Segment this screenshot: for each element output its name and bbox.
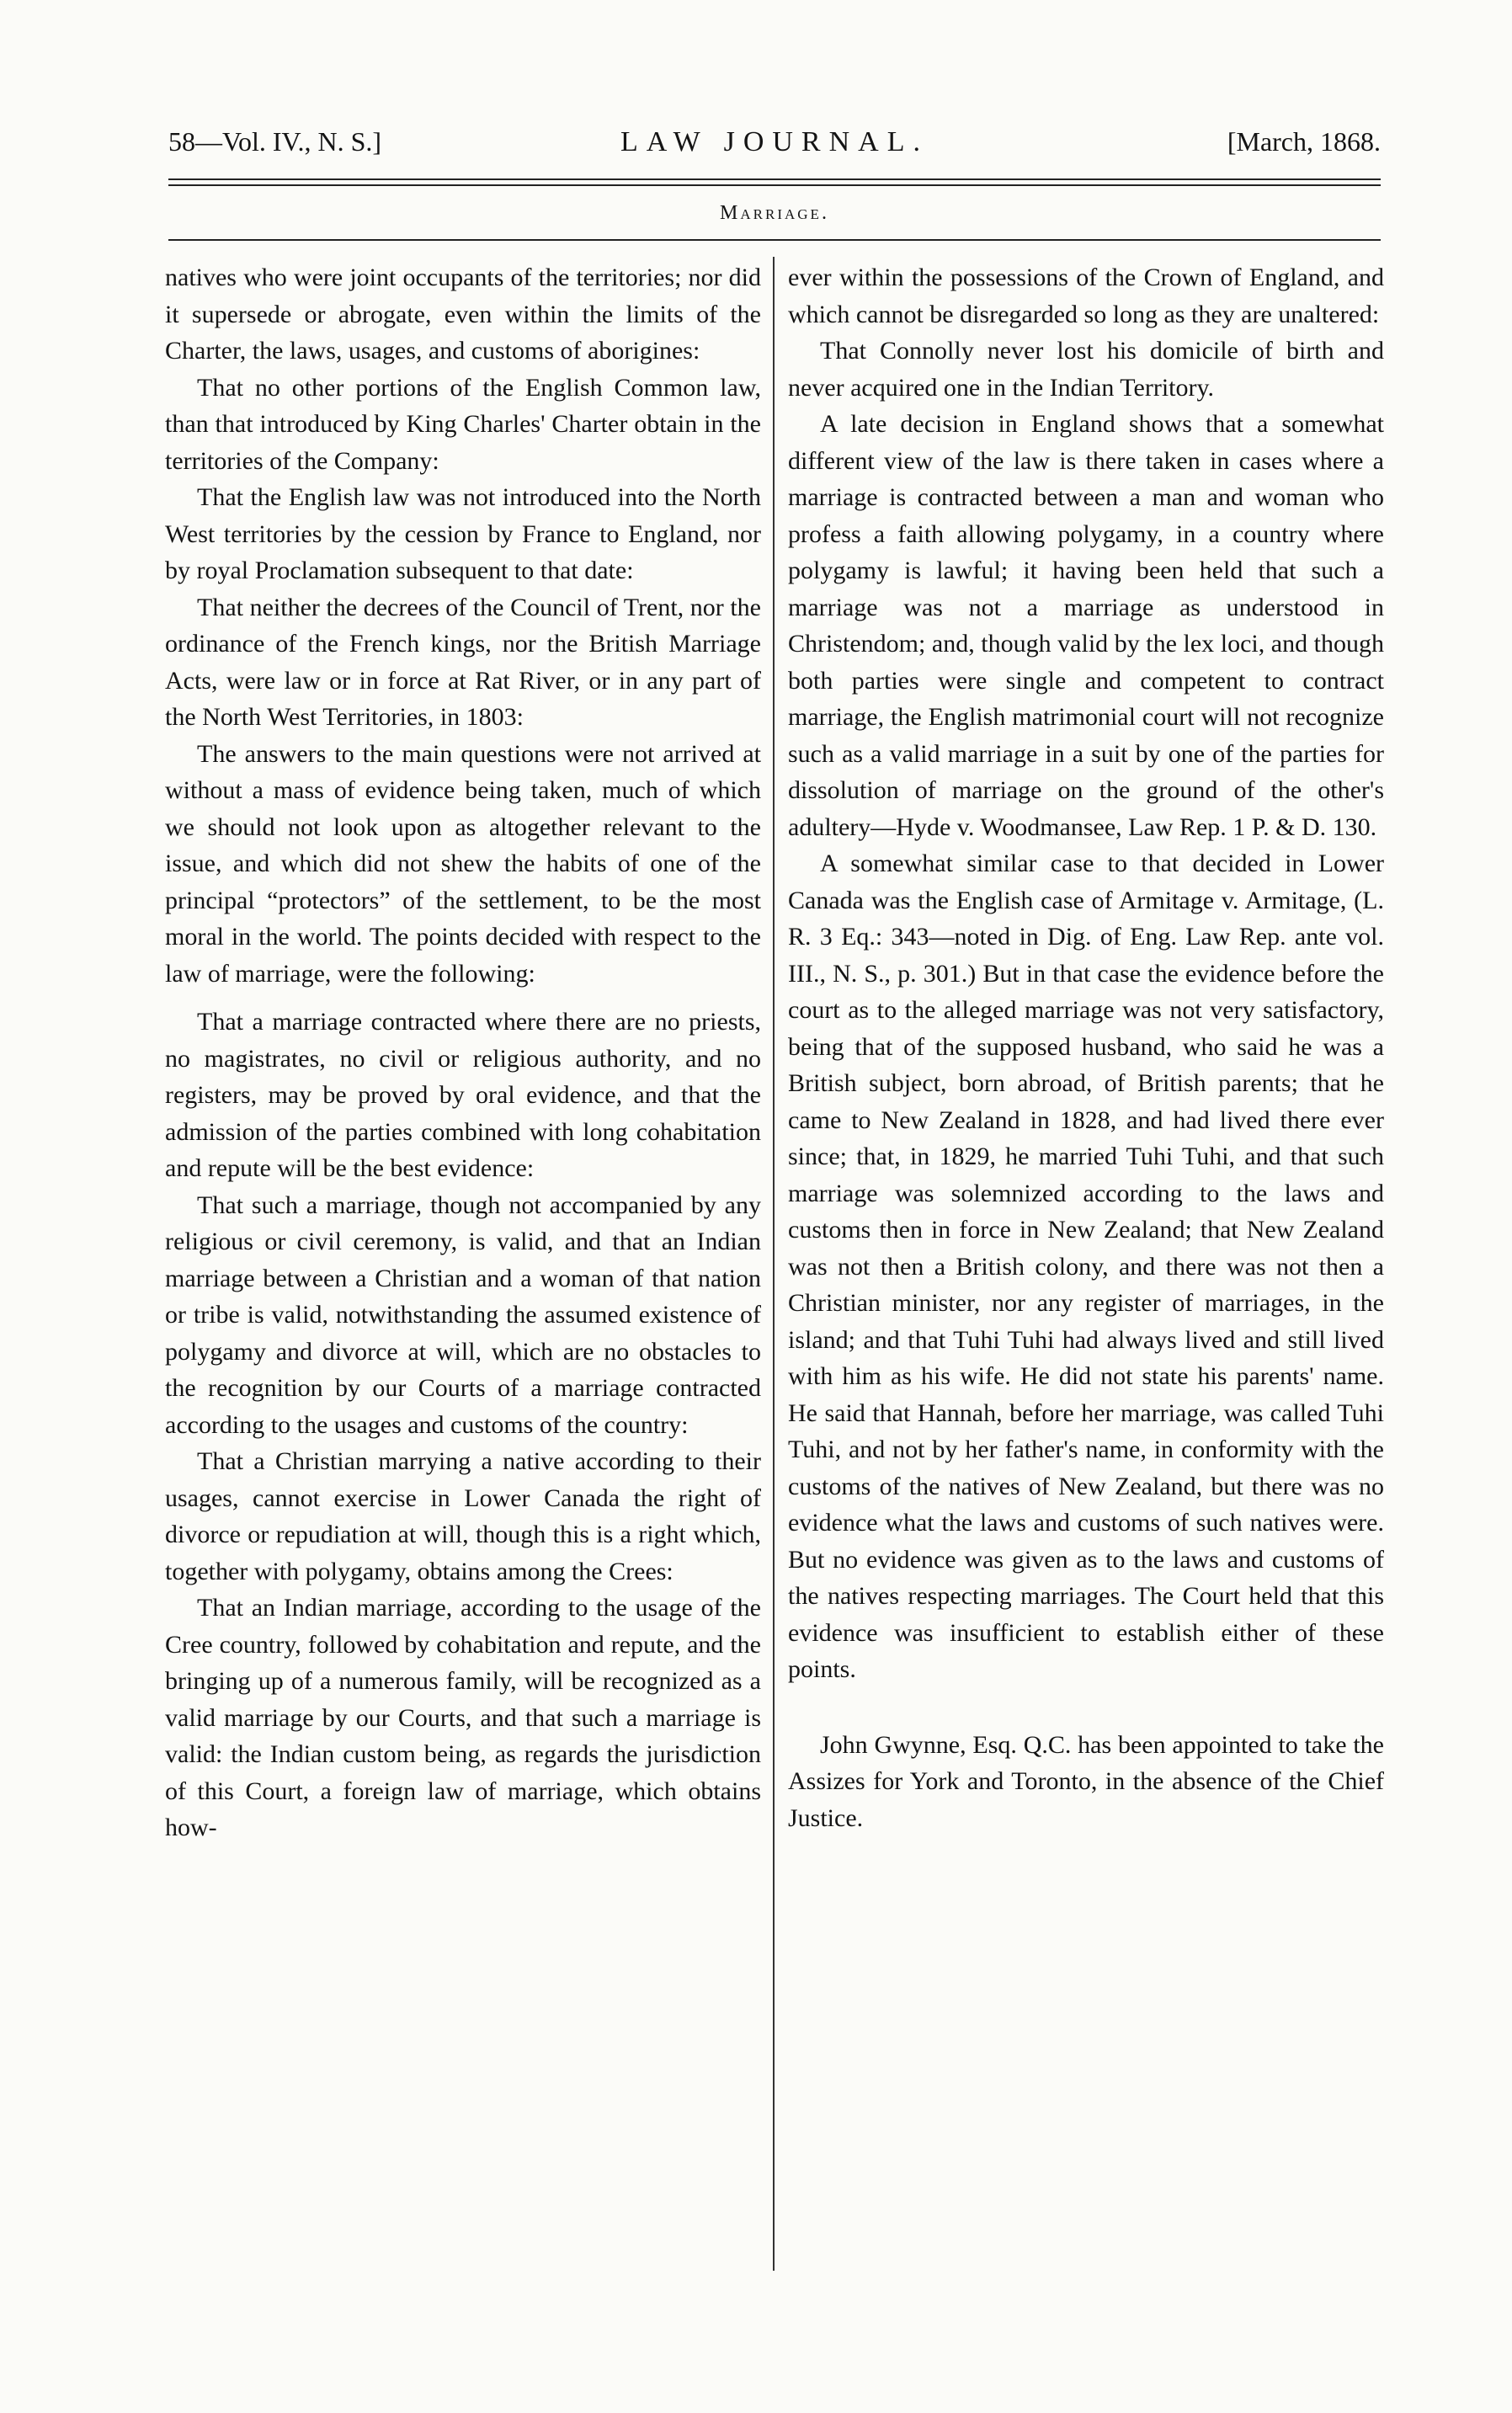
section-rule	[168, 239, 1381, 241]
column-divider	[773, 257, 775, 2271]
paragraph: A somewhat similar case to that decided in Lower Canada was the English case of Armitage v. Armitage, (L. R. 3 Eq.: 343—noted in Dig. of Eng. Law Rep. ante vol. III., N. S., p. 301.) But in that case the evidence before the court as to the alleged marriage was not very satisfactory, being that of the supposed husband, who said he was a British subject, born abroad, of British parents; that he came to New Zealand in 1828, and had lived there ever since; that, in 1829, he married Tuhi Tuhi, and that such marriage was solemnized according to the laws and customs then in force in New Zealand; that New Zealand was not then a British colony, and there was not then a Christian minister, nor any register of marriages, in the island; and that Tuhi Tuhi had always lived and still lived with him as his wife. He did not state his parents' name. He said that Hannah, before her marriage, was called Tuhi Tuhi, and not by her father's name, in conformity with the customs of the natives of New Zealand, but there was no evidence what the laws and customs of such natives were. But no evidence was given as to the laws and customs of the natives respecting marriages. The Court held that this evidence was insufficient to establish either of these points.	[788, 850, 1384, 1683]
page-volume-label: 58—Vol. IV., N. S.]	[168, 126, 382, 157]
paragraph: natives who were joint occupants of the territories; nor did it supersede or abrogate, even within the limits of the Charter, the laws, usages, and customs of aborigines:	[165, 264, 761, 365]
header-rule-top	[168, 178, 1381, 180]
header-rule-bottom	[168, 184, 1381, 186]
left-column	[165, 259, 761, 1846]
right-column	[788, 259, 1384, 1836]
paragraph: That an Indian marriage, according to the usage of the Cree country, followed by cohabitation and repute, and the bringing up of a numerous family, will be recognized as a valid marriage by our Courts, and that such a marriage is valid: the Indian custom being, as regards the jurisdiction of this Court, a foreign law of marriage, which obtains how-	[165, 1594, 761, 1841]
running-header	[168, 126, 1381, 168]
journal-title: LAW JOURNAL.	[620, 126, 929, 157]
issue-date: [March, 1868.	[1227, 126, 1381, 157]
paragraph: That no other portions of the English Common law, than that introduced by King Charles' Charter obtain in the territories of the Company:	[165, 373, 761, 475]
paragraph: That the English law was not introduced into the North West territories by the cession by France to England, nor by royal Proclamation subsequent to that date:	[165, 483, 761, 584]
paragraph: That such a marriage, though not accompanied by any religious or civil ceremony, is valid, and that an Indian marriage between a Christian and a woman of that nation or tribe is valid, notwithstanding the assumed existence of polygamy and divorce at will, which are no obstacles to the recognition by our Courts of a marriage contracted according to the usages and customs of the country:	[165, 1191, 761, 1439]
section-title: Marriage.	[720, 202, 829, 224]
paragraph: That a marriage contracted where there are no priests, no magistrates, no civil or religious authority, and no registers, may be proved by oral evidence, and that the admission of the parties combined with long cohabitation and repute will be the best evidence:	[165, 1008, 761, 1182]
paragraph: That a Christian marrying a native according to their usages, cannot exercise in Lower Canada the right of divorce or repudiation at will, though this is a right which, together with polygamy, obtains among the Crees:	[165, 1447, 761, 1585]
paragraph: That neither the decrees of the Council of Trent, nor the ordinance of the French kings, nor the British Marriage Acts, were law or in force at Rat River, or in any part of the North West Territories, in 1803:	[165, 593, 761, 731]
paragraph: The answers to the main questions were not arrived at without a mass of evidence being taken, much of which we should not look upon as altogether relevant to the issue, and which did not shew the habits of one of the principal “protectors” of the settlement, to be the most moral in the world. The points decided with respect to the law of marriage, were the following:	[165, 739, 761, 988]
paragraph: A late decision in England shows that a somewhat different view of the law is there taken in cases where a marriage is contracted between a man and woman who profess a faith allowing polygamy, in a country where polygamy is lawful; it having been held that such a marriage was not a marriage as understood in Christendom; and, though valid by the lex loci, and though both parties were single and competent to contract marriage, the English matrimonial court will not recognize such as a valid marriage in a suit by one of the parties for dissolution of marriage on the ground of the other's adultery—Hyde v. Woodmansee, Law Rep. 1 P. & D. 130.	[788, 410, 1384, 841]
paragraph: ever within the possessions of the Crown of England, and which cannot be disregarded so long as they are unaltered:	[788, 264, 1384, 328]
paragraph: That Connolly never lost his domicile of birth and never acquired one in the Indian Territory.	[788, 337, 1384, 402]
appointment-notice: John Gwynne, Esq. Q.C. has been appointed to take the Assizes for York and Toronto, in the absence of the Chief Justice.	[788, 1730, 1384, 1832]
